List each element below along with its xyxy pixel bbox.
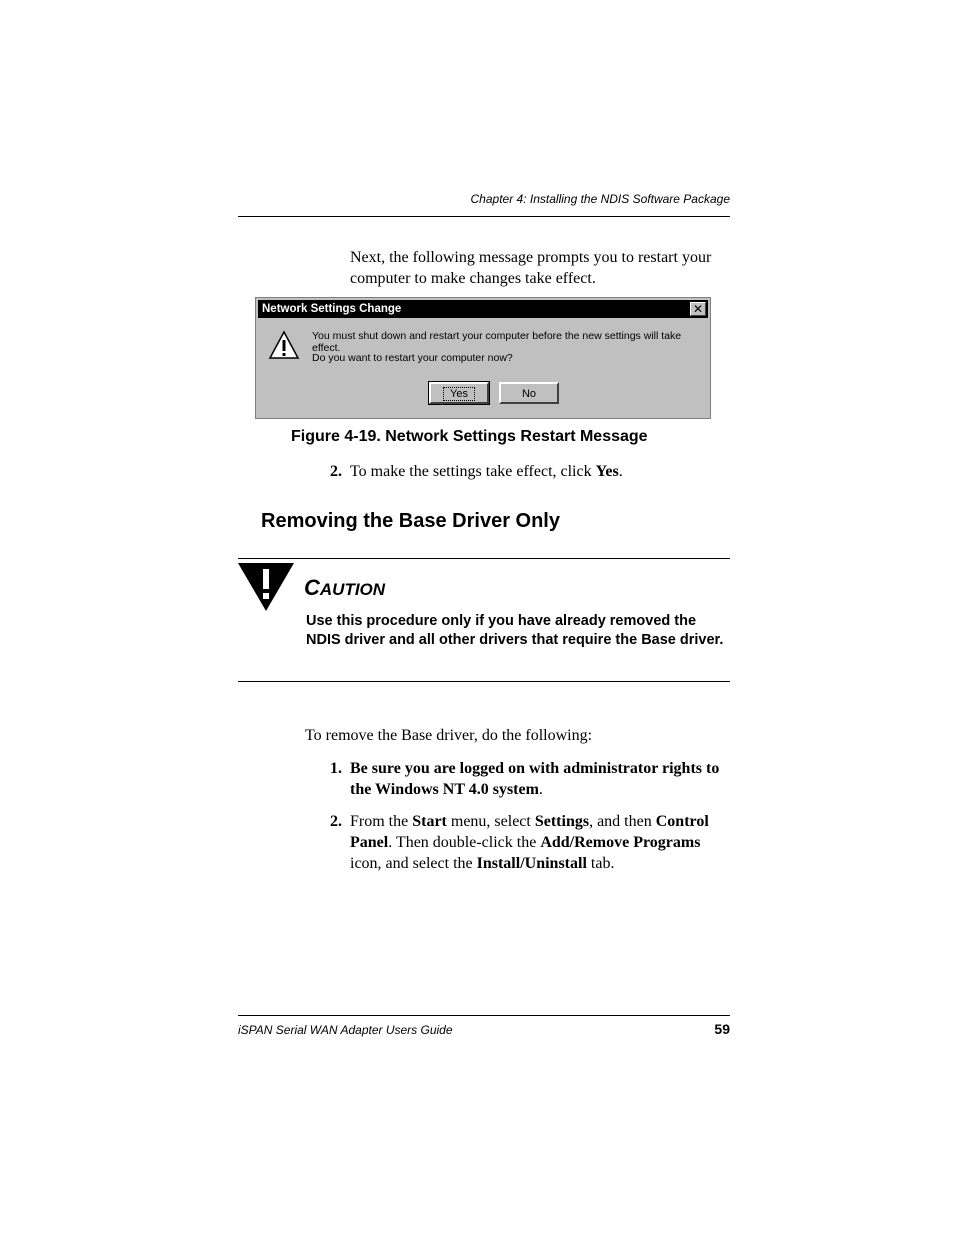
step-2-text-4: . Then double-click the bbox=[388, 834, 541, 851]
caution-text: Use this procedure only if you have already removed the NDIS driver and all other drivers that require the Base driver. bbox=[306, 613, 724, 648]
caution-title bbox=[304, 575, 385, 601]
step-2-bold-install: Install/Uninstall bbox=[476, 855, 587, 872]
step-2-bold-control-panel: Control Panel bbox=[350, 813, 709, 851]
dialog-message-1: You must shut down and restart your computer before the new settings will take effect. bbox=[312, 330, 682, 354]
header-rule bbox=[238, 216, 730, 217]
step-1 bbox=[330, 758, 730, 800]
intro-paragraph: Next, the following message prompts you to restart your computer to make changes take effect. bbox=[350, 249, 712, 287]
step-1-bold: Be sure you are logged on with administrator rights to the Windows NT 4.0 system bbox=[350, 760, 720, 798]
footer-guide-title: iSPAN Serial WAN Adapter Users Guide bbox=[238, 1023, 453, 1037]
remove-intro: To remove the Base driver, do the following: bbox=[305, 727, 593, 744]
running-header: Chapter 4: Installing the NDIS Software Package bbox=[470, 192, 730, 206]
step-2-number: 2. bbox=[330, 813, 342, 830]
step-1-end: . bbox=[538, 781, 543, 798]
caution-bottom-rule bbox=[238, 681, 730, 682]
dialog-message-2: Do you want to restart your computer now? bbox=[312, 352, 513, 364]
step-2-text-3: , and then bbox=[589, 813, 656, 830]
section-heading: Removing the Base Driver Only bbox=[261, 510, 560, 532]
warning-icon bbox=[268, 330, 300, 360]
close-icon[interactable]: ✕ bbox=[690, 302, 706, 316]
step-end: . bbox=[618, 463, 623, 480]
step-2-bold-settings: Settings bbox=[534, 813, 590, 830]
caution-top-rule bbox=[238, 558, 730, 559]
dialog-title: Network Settings Change bbox=[262, 303, 402, 315]
yes-button-label: Yes bbox=[443, 387, 475, 401]
step-2-text-6: tab. bbox=[586, 855, 615, 872]
step-2-text-5: icon, and select the bbox=[350, 855, 477, 872]
no-button[interactable] bbox=[499, 382, 559, 404]
caution-title-rest: AUTION bbox=[319, 580, 386, 599]
yes-button[interactable] bbox=[429, 382, 489, 404]
step-2-bold-add-remove: Add/Remove Programs bbox=[540, 834, 701, 851]
figure-caption: Figure 4-19. Network Settings Restart Message bbox=[291, 428, 648, 445]
footer-rule bbox=[238, 1015, 730, 1016]
step-2-bold-start: Start bbox=[412, 813, 447, 830]
step-number: 2. bbox=[330, 463, 342, 480]
step-1-number: 1. bbox=[330, 760, 342, 777]
step-2 bbox=[330, 811, 730, 874]
step-click-yes bbox=[330, 461, 730, 482]
step-text: To make the settings take effect, click bbox=[350, 463, 596, 480]
no-button-label: No bbox=[521, 388, 537, 400]
caution-icon bbox=[238, 563, 294, 611]
step-2-text-1: From the bbox=[350, 813, 413, 830]
dialog-titlebar bbox=[258, 300, 708, 318]
step-bold: Yes bbox=[595, 463, 619, 480]
network-settings-dialog bbox=[255, 297, 711, 419]
page-number: 59 bbox=[714, 1021, 730, 1037]
caution-title-initial: C bbox=[304, 575, 320, 600]
step-2-text-2: menu, select bbox=[446, 813, 535, 830]
